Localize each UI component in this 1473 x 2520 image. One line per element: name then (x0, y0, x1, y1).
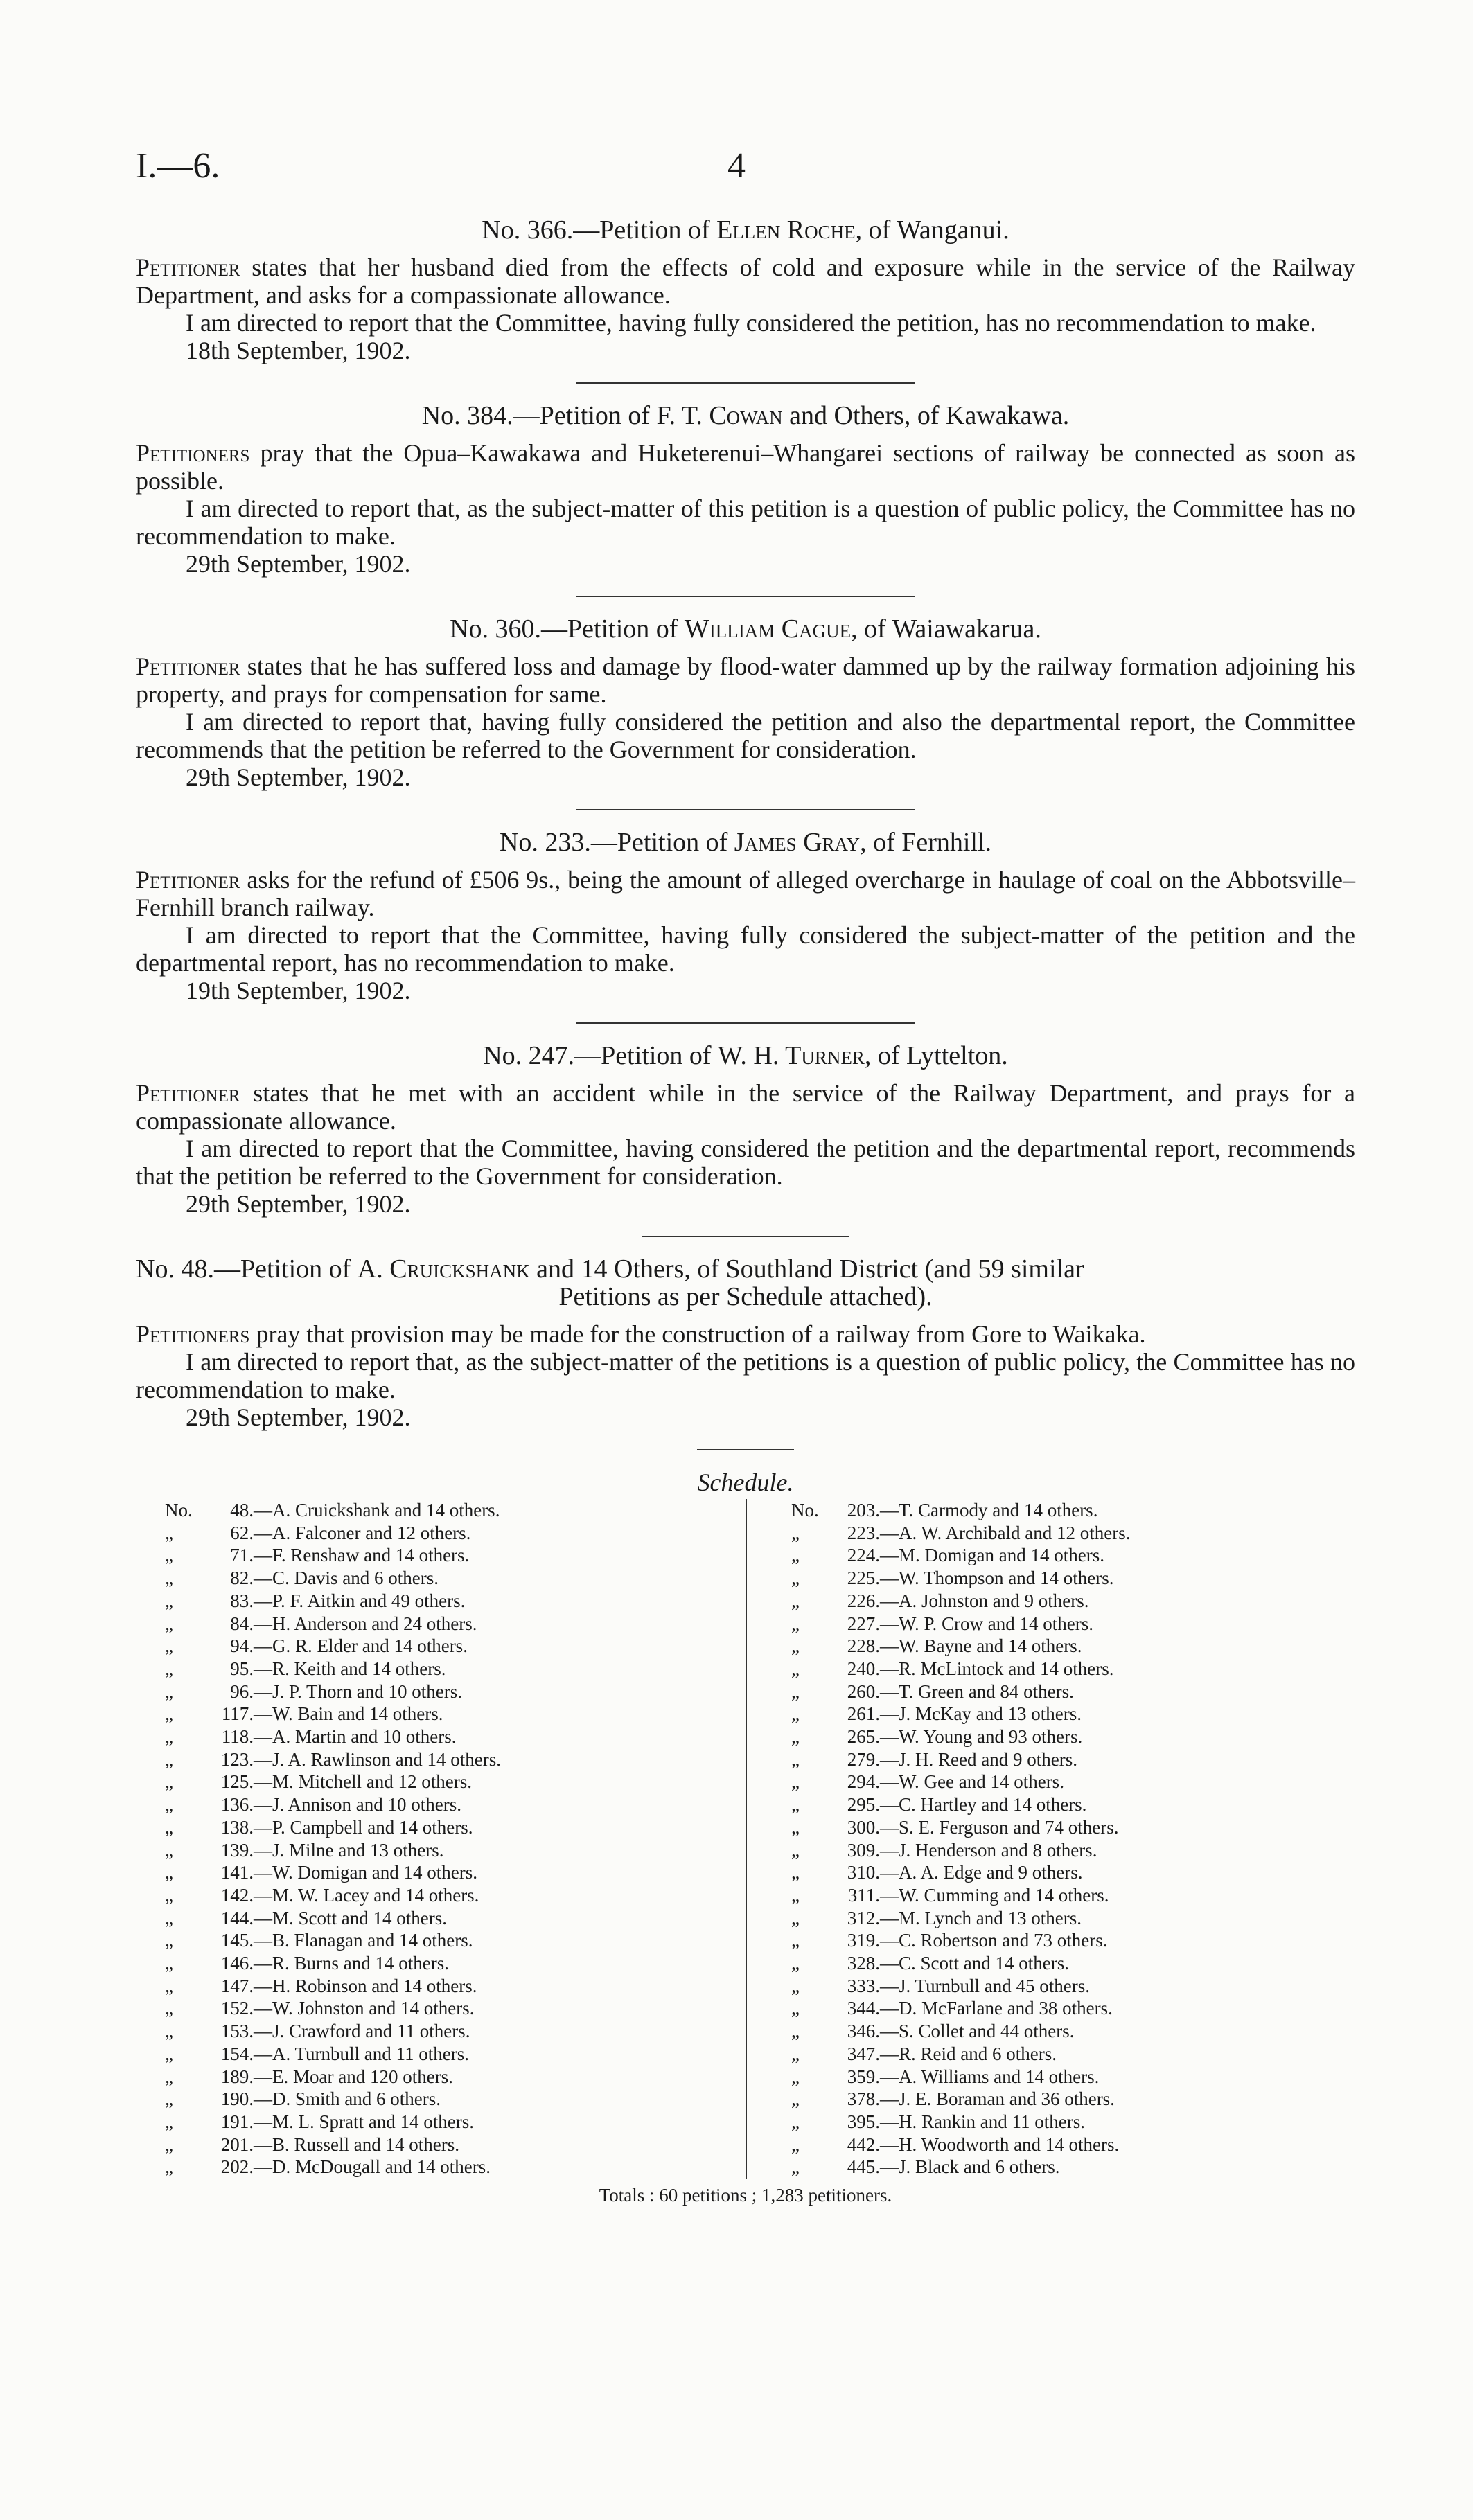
petition-number: 138. (220, 1816, 254, 1838)
schedule-entry (791, 1522, 1355, 1545)
schedule-entry (791, 1929, 1355, 1952)
petition-number: 191. (220, 2111, 254, 2132)
petition-number: 153. (220, 2021, 254, 2042)
report-date: 19th September, 1902. (186, 977, 411, 1004)
schedule-entry (791, 1975, 1355, 1998)
schedule-table (136, 1499, 1355, 2179)
divider (576, 382, 915, 384)
schedule-entry-prefix: „ (791, 2066, 800, 2087)
schedule-entry (165, 1680, 746, 1703)
petition-number: 203. (847, 1500, 880, 1520)
petition-number: 445. (847, 2156, 880, 2178)
schedule-entry-prefix: „ (165, 1975, 173, 1996)
schedule-entry (791, 1793, 1355, 1816)
schedule-title: Schedule. (697, 1468, 794, 1496)
petition-number: 202. (220, 2156, 254, 2178)
petitioner-entry: —C. Hartley and 14 others. (880, 1794, 1087, 1816)
schedule-entry (791, 1703, 1355, 1725)
petition-number: 225. (847, 1568, 880, 1589)
schedule-entry-prefix: „ (165, 1658, 173, 1679)
petition-block (136, 216, 1355, 364)
petitioner-entry: —W. Domigan and 14 others. (254, 1862, 477, 1883)
schedule-entry-prefix: No. (791, 1500, 819, 1520)
divider (576, 596, 915, 597)
report-date: 18th September, 1902. (186, 337, 411, 364)
committee-report: I am directed to report that, having fully considered the petition and also the departmental report, the Committee recommends that the petition be referred to the Government for consideration. (136, 708, 1355, 763)
schedule-entry (165, 1771, 746, 1793)
schedule-entry (791, 1839, 1355, 1862)
schedule-entry (165, 2020, 746, 2043)
petitioner-entry: —A. Williams and 14 others. (880, 2066, 1100, 2087)
petition-title: No. 48.—Petition of A. Cruickshank and 14 Others, of Southland District (and 59 similar Petitions as per Schedule attached). (136, 1255, 1355, 1311)
petitioner-entry: —J. McKay and 13 others. (880, 1703, 1082, 1725)
schedule-entry-prefix: „ (165, 1613, 173, 1634)
petitioner-entry: —R. Reid and 6 others. (880, 2043, 1057, 2064)
schedule-entry (791, 1680, 1355, 1703)
schedule-entry (165, 1997, 746, 2020)
petitioner-name: W. H. Turner (718, 1041, 865, 1070)
petitioner-entry: —J. Annison and 10 others. (254, 1794, 461, 1816)
petitioner-entry: —A. Martin and 10 others. (254, 1726, 457, 1748)
schedule-entry-prefix: „ (165, 1771, 173, 1793)
schedule-entry (165, 2111, 746, 2133)
schedule-entry (165, 1590, 746, 1613)
petitioner-entry: —M. Mitchell and 12 others. (254, 1771, 472, 1793)
divider (697, 1449, 794, 1450)
petitioner-entry: —T. Green and 84 others. (880, 1680, 1074, 1702)
schedule-entry (165, 1658, 746, 1680)
petitioner-entry: —A. Turnbull and 11 others. (254, 2043, 470, 2064)
schedule-entry-prefix: „ (791, 2043, 800, 2064)
petitioner-entry: —S. E. Ferguson and 74 others. (880, 1816, 1119, 1838)
petition-number: 96. (230, 1680, 254, 1702)
schedule-entry-prefix: „ (791, 1884, 800, 1906)
schedule-entry (791, 1861, 1355, 1884)
schedule-entry-prefix: „ (791, 1816, 800, 1838)
petitioner-entry: —J. P. Thorn and 10 others. (254, 1680, 462, 1702)
schedule-entry-prefix: „ (791, 1703, 800, 1725)
schedule-entry-prefix: „ (791, 1613, 800, 1634)
petitioner-entry: —S. Collet and 44 others. (880, 2021, 1075, 2042)
schedule-entry (165, 1839, 746, 1862)
schedule-entry (165, 1952, 746, 1975)
petition-number: 279. (847, 1748, 880, 1770)
petitioner-entry: —T. Carmody and 14 others. (880, 1500, 1098, 1520)
schedule-entry (165, 1884, 746, 1907)
petition-number: 48. (230, 1500, 254, 1520)
schedule-entry (165, 1861, 746, 1884)
schedule-entry-prefix: „ (165, 1862, 173, 1883)
petition-number: 265. (847, 1726, 880, 1748)
schedule-column-left (136, 1499, 746, 2179)
petition-number: 311. (847, 1884, 880, 1906)
schedule-entry (165, 1613, 746, 1635)
schedule-entry-prefix: „ (165, 1726, 173, 1748)
petitioner-entry: —J. Henderson and 8 others. (880, 1839, 1097, 1861)
schedule-entry-prefix: „ (791, 1522, 800, 1543)
schedule-entry-prefix: „ (791, 1726, 800, 1748)
schedule-entry (165, 1522, 746, 1545)
schedule-entry-prefix: „ (791, 1635, 800, 1657)
schedule-entry (165, 1725, 746, 1748)
divider (576, 1022, 915, 1024)
petitioner-entry: —C. Scott and 14 others. (880, 1953, 1069, 1974)
petition-number: 152. (220, 1998, 254, 2019)
schedule-entry-prefix: „ (165, 2133, 173, 2155)
petitioner-entry: —M. Scott and 14 others. (254, 1907, 447, 1928)
schedule-entry-prefix: „ (791, 2111, 800, 2132)
schedule-entry (165, 1793, 746, 1816)
petition-statement: Petitioner states that he met with an accident while in the service of the Railway Department, and prays for a compassionate allowance. (136, 1079, 1355, 1135)
schedule-entry-prefix: „ (165, 1590, 173, 1611)
petition-number: 144. (220, 1907, 254, 1928)
schedule-column-right (746, 1499, 1355, 2179)
schedule-entry (165, 2043, 746, 2066)
petition-number: 82. (230, 1568, 254, 1589)
schedule-totals: Totals : 60 petitions ; 1,283 petitioners. (599, 2185, 892, 2206)
divider (642, 1236, 849, 1237)
committee-report: I am directed to report that the Committee, having fully considered the petition, has no recommendation to make. (186, 309, 1316, 337)
petitioner-entry: —R. Keith and 14 others. (254, 1658, 446, 1679)
petitioner-entry: —W. Gee and 14 others. (880, 1771, 1064, 1793)
schedule-entry (791, 1635, 1355, 1658)
petitioner-entry: —W. Cumming and 14 others. (880, 1884, 1109, 1906)
petition-number: 154. (220, 2043, 254, 2064)
schedule-entry (791, 1952, 1355, 1975)
schedule-entry-prefix: „ (791, 2133, 800, 2155)
petition-number: 125. (220, 1771, 254, 1793)
schedule-entry-prefix: „ (165, 1635, 173, 1657)
schedule-entry-prefix: „ (165, 1907, 173, 1928)
petitioner-entry: —H. Woodworth and 14 others. (880, 2133, 1120, 2155)
schedule-entry-prefix: „ (165, 1522, 173, 1543)
schedule-entry-prefix: „ (165, 1884, 173, 1906)
petition-number: 294. (847, 1771, 880, 1793)
petition-title: No. 233.—Petition of James Gray, of Fernhill. (499, 828, 992, 857)
schedule-entry-prefix: „ (165, 1703, 173, 1725)
petitioner-entry: —W. P. Crow and 14 others. (880, 1613, 1093, 1634)
schedule-entry-prefix: „ (165, 2021, 173, 2042)
committee-report: I am directed to report that, as the subject-matter of the petitions is a question of public policy, the Committee has no recommendation to make. (136, 1348, 1355, 1403)
committee-report: I am directed to report that the Committee, having considered the petition and the departmental report, recommends that the petition be referred to the Government for consideration. (136, 1135, 1355, 1190)
petition-number: 310. (847, 1862, 880, 1883)
petition-number: 136. (220, 1794, 254, 1816)
petition-number: 190. (220, 2088, 254, 2110)
schedule-entry (791, 1907, 1355, 1930)
schedule-entry-prefix: „ (791, 1545, 800, 1566)
petitioner-name: William Cague (684, 614, 852, 644)
petition-number: 347. (847, 2043, 880, 2064)
petition-number: 260. (847, 1680, 880, 1702)
schedule-entry (791, 2088, 1355, 2111)
petitioner-entry: —J. Black and 6 others. (880, 2156, 1060, 2178)
report-date: 29th September, 1902. (186, 550, 411, 578)
petitioner-entry: —W. Bayne and 14 others. (880, 1635, 1082, 1657)
petition-number: 142. (220, 1884, 254, 1906)
petition-number: 309. (847, 1839, 880, 1861)
petitioner-entry: —H. Robinson and 14 others. (254, 1975, 477, 1996)
schedule-entry-prefix: „ (165, 2088, 173, 2110)
petition-number: 123. (220, 1748, 254, 1770)
petition-statement: Petitioner states that he has suffered loss and damage by flood-water dammed up by the railway formation adjoining his property, and prays for compensation for same. (136, 653, 1355, 708)
petitioner-name: A. Cruickshank (357, 1254, 530, 1284)
petitioner-entry: —J. A. Rawlinson and 14 others. (254, 1748, 501, 1770)
petition-block (136, 1255, 1355, 1431)
schedule-entry (791, 2133, 1355, 2156)
divider (576, 809, 915, 810)
petition-number: 300. (847, 1816, 880, 1838)
schedule-entry (791, 2043, 1355, 2066)
schedule-entry (791, 1567, 1355, 1590)
schedule-entry (165, 1929, 746, 1952)
schedule-entry-prefix: „ (791, 1930, 800, 1951)
schedule-entry (165, 1567, 746, 1590)
petition-number: 333. (847, 1975, 880, 1996)
schedule-entry (791, 2020, 1355, 2043)
schedule-entry-prefix: „ (165, 1998, 173, 2019)
schedule-entry-prefix: „ (791, 1794, 800, 1816)
petitioner-entry: —R. McLintock and 14 others. (880, 1658, 1114, 1679)
schedule-entry-prefix: „ (165, 2066, 173, 2087)
schedule-entry (165, 1544, 746, 1567)
petition-block (136, 402, 1355, 578)
schedule-entry-prefix: „ (165, 1680, 173, 1702)
schedule-entry-prefix: „ (791, 2021, 800, 2042)
petitioner-entry: —H. Rankin and 11 others. (880, 2111, 1085, 2132)
petition-number: 346. (847, 2021, 880, 2042)
schedule-entry (165, 1748, 746, 1771)
petitioner-entry: —C. Robertson and 73 others. (880, 1930, 1108, 1951)
petition-number: 201. (220, 2133, 254, 2155)
schedule-entry-prefix: No. (165, 1500, 193, 1520)
petition-number: 378. (847, 2088, 880, 2110)
schedule-entry (791, 1499, 1355, 1522)
petition-number: 84. (230, 1613, 254, 1634)
petition-statement: Petitioners pray that provision may be made for the construction of a railway from Gore to Waikaka. (136, 1320, 1146, 1348)
petition-title: No. 360.—Petition of William Cague, of Waiawakarua. (450, 614, 1041, 644)
committee-report: I am directed to report that, as the subject-matter of this petition is a question of public policy, the Committee has no recommendation to make. (136, 495, 1355, 550)
petitioner-entry: —C. Davis and 6 others. (254, 1568, 439, 1589)
petition-number: 146. (220, 1953, 254, 1974)
petitioner-entry: —R. Burns and 14 others. (254, 1953, 449, 1974)
schedule-entry-prefix: „ (791, 1953, 800, 1974)
petitioner-entry: —J. E. Boraman and 36 others. (880, 2088, 1115, 2110)
petitioner-entry: —M. L. Spratt and 14 others. (254, 2111, 474, 2132)
schedule-entry-prefix: „ (165, 1748, 173, 1770)
schedule-entry-prefix: „ (165, 1839, 173, 1861)
petition-number: 141. (220, 1862, 254, 1883)
report-date: 29th September, 1902. (186, 1190, 411, 1218)
petition-number: 83. (230, 1590, 254, 1611)
schedule-entry-prefix: „ (165, 2156, 173, 2178)
petitioner-entry: —M. Domigan and 14 others. (880, 1545, 1104, 1566)
schedule-entry (791, 1771, 1355, 1793)
schedule-entry (791, 2156, 1355, 2179)
petitioner-name: F. T. Cowan (656, 401, 783, 430)
schedule-entry-prefix: „ (165, 1930, 173, 1951)
petition-number: 261. (847, 1703, 880, 1725)
schedule-entry (791, 1613, 1355, 1635)
schedule-entry (791, 1590, 1355, 1613)
schedule-entry (791, 1658, 1355, 1680)
petitioner-entry: —J. H. Reed and 9 others. (880, 1748, 1077, 1770)
schedule-entry-prefix: „ (791, 2156, 800, 2178)
petition-number: 359. (847, 2066, 880, 2087)
petition-title-continued: Petitions as per Schedule attached). (558, 1282, 933, 1311)
petition-number: 94. (230, 1635, 254, 1657)
petition-number: 224. (847, 1545, 880, 1566)
petitioner-entry: —A. Cruickshank and 14 others. (254, 1500, 500, 1520)
petition-title: No. 366.—Petition of Ellen Roche, of Wanganui. (482, 215, 1009, 245)
schedule-entry (791, 2111, 1355, 2133)
petitioner-name: Ellen Roche (716, 215, 856, 245)
schedule-entry-prefix: „ (791, 1975, 800, 1996)
petition-number: 395. (847, 2111, 880, 2132)
petitioner-entry: —P. Campbell and 14 others. (254, 1816, 473, 1838)
petitioner-entry: —W. Bain and 14 others. (254, 1703, 443, 1725)
schedule-entry-prefix: „ (791, 1998, 800, 2019)
report-date: 29th September, 1902. (186, 763, 411, 791)
schedule-entry-prefix: „ (165, 1816, 173, 1838)
schedule-entry-prefix: „ (791, 1590, 800, 1611)
petition-number: 189. (220, 2066, 254, 2087)
petition-number: 344. (847, 1998, 880, 2019)
petitioner-entry: —E. Moar and 120 others. (254, 2066, 453, 2087)
schedule-entry-prefix: „ (165, 2111, 173, 2132)
petition-number: 223. (847, 1522, 880, 1543)
schedule-entry (791, 2066, 1355, 2088)
petition-number: 62. (230, 1522, 254, 1543)
petitioner-entry: —J. Crawford and 11 others. (254, 2021, 470, 2042)
schedule-entry (165, 2156, 746, 2179)
petitioner-entry: —A. A. Edge and 9 others. (880, 1862, 1083, 1883)
petitioner-entry: —W. Young and 93 others. (880, 1726, 1083, 1748)
petition-statement: Petitioner states that her husband died from the effects of cold and exposure while in the service of the Railway Department, and asks for a compassionate allowance. (136, 254, 1355, 309)
petitioner-entry: —H. Anderson and 24 others. (254, 1613, 477, 1634)
petition-number: 240. (847, 1658, 880, 1679)
petition-number: 117. (221, 1703, 254, 1725)
committee-report: I am directed to report that the Committee, having fully considered the subject-matter of the petition and the departmental report, has no recommendation to make. (136, 921, 1355, 977)
petition-number: 228. (847, 1635, 880, 1657)
petitioner-entry: —D. McDougall and 14 others. (254, 2156, 491, 2178)
petitioner-name: James Gray (734, 828, 861, 857)
schedule-entry-prefix: „ (165, 1953, 173, 1974)
petitioner-entry: —D. McFarlane and 38 others. (880, 1998, 1113, 2019)
page-number: 4 (727, 146, 746, 186)
petitioner-entry: —J. Turnbull and 45 others. (880, 1975, 1091, 1996)
petition-number: 71. (230, 1545, 254, 1566)
petition-block (136, 615, 1355, 791)
petition-number: 226. (847, 1590, 880, 1611)
schedule-entry-prefix: „ (165, 1794, 173, 1816)
schedule-entry (165, 2066, 746, 2088)
petition-title: No. 247.—Petition of W. H. Turner, of Lyttelton. (483, 1041, 1008, 1070)
schedule-entry-prefix: „ (791, 1568, 800, 1589)
report-date: 29th September, 1902. (186, 1403, 411, 1431)
petition-number: 328. (847, 1953, 880, 1974)
petitioner-entry: —M. Lynch and 13 others. (880, 1907, 1082, 1928)
petition-title: No. 384.—Petition of F. T. Cowan and Others, of Kawakawa. (421, 401, 1070, 430)
schedule-entry (791, 1816, 1355, 1839)
petitioner-entry: —B. Flanagan and 14 others. (254, 1930, 473, 1951)
schedule-entry-prefix: „ (791, 1771, 800, 1793)
schedule-entry-prefix: „ (791, 1839, 800, 1861)
schedule-entry (791, 1884, 1355, 1907)
schedule-entry-prefix: „ (165, 2043, 173, 2064)
petition-number: 312. (847, 1907, 880, 1928)
schedule-entry-prefix: „ (791, 1862, 800, 1883)
petitioner-entry: —P. F. Aitkin and 49 others. (254, 1590, 466, 1611)
schedule-entry (791, 1725, 1355, 1748)
petitioner-entry: —A. W. Archibald and 12 others. (880, 1522, 1131, 1543)
schedule-entry (165, 1816, 746, 1839)
schedule-entry-prefix: „ (791, 1658, 800, 1679)
schedule-entry (165, 1703, 746, 1725)
petition-statement: Petitioner asks for the refund of £506 9s., being the amount of alleged overcharge in haulage of coal on the Abbotsville–Fernhill branch railway. (136, 866, 1355, 921)
petition-number: 145. (220, 1930, 254, 1951)
petition-block (136, 1042, 1355, 1218)
petitioner-entry: —B. Russell and 14 others. (254, 2133, 459, 2155)
petitioner-entry: —F. Renshaw and 14 others. (254, 1545, 470, 1566)
schedule-entry (791, 1748, 1355, 1771)
petitioner-entry: —J. Milne and 13 others. (254, 1839, 444, 1861)
petitioner-entry: —W. Johnston and 14 others. (254, 1998, 475, 2019)
petitioner-entry: —G. R. Elder and 14 others. (254, 1635, 468, 1657)
schedule-entry (165, 2133, 746, 2156)
document-reference: I.—6. (136, 146, 220, 186)
schedule-entry-prefix: „ (791, 1748, 800, 1770)
schedule-entry-prefix: „ (791, 1907, 800, 1928)
schedule-entry-prefix: „ (791, 2088, 800, 2110)
schedule-entry-prefix: „ (165, 1545, 173, 1566)
petition-statement: Petitioners pray that the Opua–Kawakawa and Huketerenui–Whangarei sections of railway be connected as soon as possible. (136, 439, 1355, 495)
petition-number: 319. (847, 1930, 880, 1951)
petition-block (136, 828, 1355, 1004)
page-content (136, 216, 1355, 2209)
schedule-entry-prefix: „ (165, 1568, 173, 1589)
petition-number: 118. (221, 1726, 254, 1748)
schedule-entry (791, 1544, 1355, 1567)
schedule-entry (165, 1907, 746, 1930)
petition-number: 227. (847, 1613, 880, 1634)
schedule-entry (791, 1997, 1355, 2020)
schedule-entry-prefix: „ (791, 1680, 800, 1702)
schedule-entry (165, 1499, 746, 1522)
petition-number: 95. (230, 1658, 254, 1679)
schedule-entry (165, 2088, 746, 2111)
petitioner-entry: —M. W. Lacey and 14 others. (254, 1884, 479, 1906)
petitioner-entry: —A. Johnston and 9 others. (880, 1590, 1089, 1611)
petition-number: 442. (847, 2133, 880, 2155)
petition-number: 147. (220, 1975, 254, 1996)
schedule-entry (165, 1975, 746, 1998)
petitioner-entry: —A. Falconer and 12 others. (254, 1522, 471, 1543)
petition-number: 139. (220, 1839, 254, 1861)
schedule-entry (165, 1635, 746, 1658)
petitioner-entry: —D. Smith and 6 others. (254, 2088, 441, 2110)
petition-number: 295. (847, 1794, 880, 1816)
petitioner-entry: —W. Thompson and 14 others. (880, 1568, 1114, 1589)
